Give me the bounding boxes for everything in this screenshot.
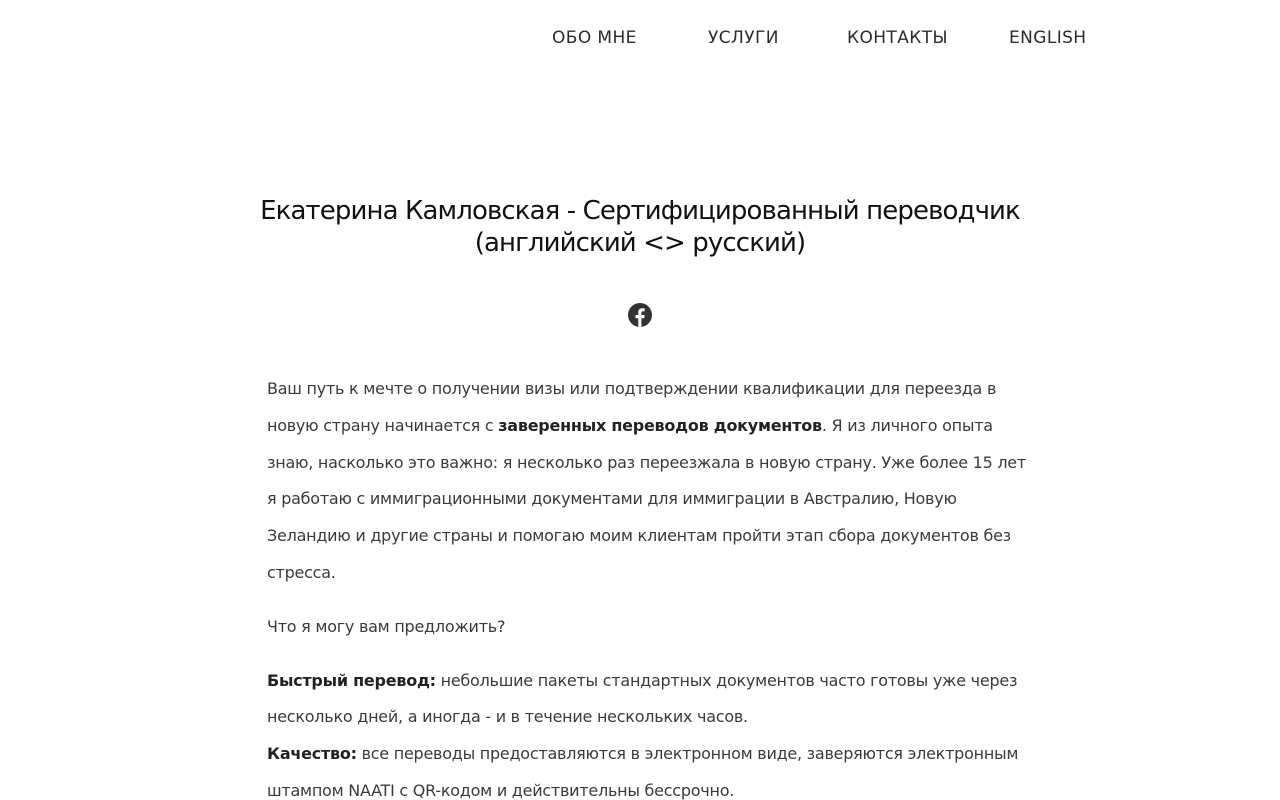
feature-label-fast: Быстрый перевод: (267, 670, 436, 690)
nav-item-about[interactable]: ОБО МНЕ (552, 28, 637, 48)
feature-text-quality: все переводы предоставляются в электронном виде, заверяются электронным штампом NAATI с QR-кодом и действительны бессрочно. (267, 744, 1019, 800)
offer-question: Что я могу вам предложить? (267, 616, 506, 636)
feature-list (267, 663, 1027, 800)
intro-paragraph (267, 371, 1027, 592)
facebook-icon (628, 303, 652, 327)
intro-highlight: заверенных переводов документов (498, 415, 822, 435)
nav-item-services[interactable]: УСЛУГИ (708, 28, 779, 48)
page-title: Екатерина Камловская - Сертифицированный переводчик (английский <> русский) (260, 196, 1020, 258)
main-nav (0, 0, 1280, 76)
intro-text-end: . Я из личного опыта знаю, насколько это важно: я несколько раз переезжала в новую страну. Уже более 15 лет я работаю с иммиграционными документами для иммиграции в Австралию, Новую Зеландию и другие страны и помогаю моим клиентам пройти этап сбора документов без стресса. (267, 415, 1026, 582)
nav-item-english[interactable]: ENGLISH (1009, 28, 1087, 48)
feature-text-fast: небольшие пакеты стандартных документов часто готовы уже через несколько дней, а иногда - и в течение нескольких часов. (267, 670, 1018, 727)
main-content (267, 371, 1027, 800)
nav-item-contacts[interactable]: КОНТАКТЫ (847, 28, 948, 48)
facebook-link[interactable] (628, 303, 652, 327)
feature-label-quality: Качество: (267, 744, 357, 764)
intro-text-start: Ваш путь к мечте о получении визы или подтверждении квалификации для переезда в новую страну начинается с (267, 379, 997, 435)
